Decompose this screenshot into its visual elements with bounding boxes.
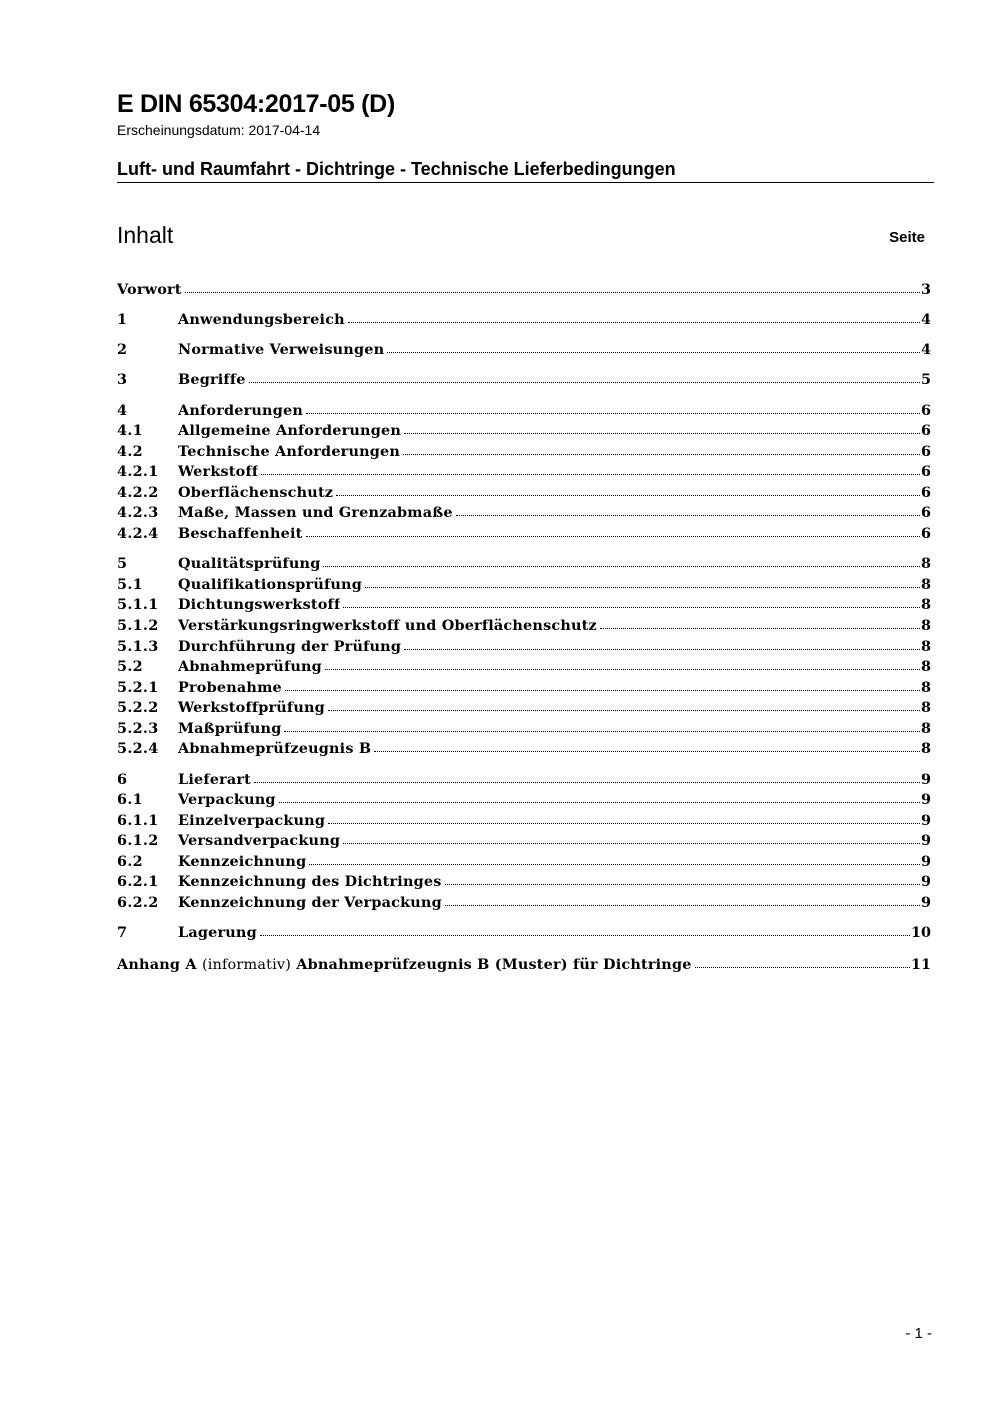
toc-entry-number: 5.2.3	[117, 720, 159, 737]
toc-entry-page: 9	[920, 771, 931, 788]
toc-entry-title: Vorwort	[117, 281, 182, 298]
toc-entry-page: 6	[920, 504, 931, 521]
toc-entry-number: 4.2.2	[117, 484, 159, 501]
toc-entry-title: Werkstoffprüfung	[178, 699, 325, 716]
toc-entry-title: Lagerung	[178, 924, 257, 941]
toc-dot-leader	[249, 370, 920, 383]
toc-entry-page: 9	[920, 873, 931, 890]
toc-dot-leader	[343, 831, 920, 844]
toc-dot-leader	[306, 524, 920, 537]
toc-entry-number: 4.2.3	[117, 504, 159, 521]
toc-entry-title: Maßprüfung	[178, 720, 282, 737]
toc-entry-number: 3	[117, 371, 128, 388]
toc-dot-leader	[254, 770, 920, 783]
toc-entry-1[interactable]	[117, 310, 931, 330]
title-divider	[117, 182, 934, 183]
toc-annex-name: Abnahmeprüfzeugnis B (Muster) für Dichtringe	[296, 956, 692, 973]
toc-entry-5-1-3[interactable]	[117, 637, 931, 657]
toc-entry-title: Anforderungen	[178, 402, 304, 419]
toc-entry-3[interactable]	[117, 370, 931, 390]
toc-dot-leader	[309, 852, 920, 865]
page-number: - 1 -	[905, 1325, 932, 1342]
toc-dot-leader	[325, 657, 920, 670]
toc-entry-5-2-4[interactable]	[117, 739, 931, 759]
toc-entry-number: 4.2.4	[117, 525, 159, 542]
publication-date: Erscheinungsdatum: 2017-04-14	[117, 122, 321, 138]
toc-entry-5-1-1[interactable]	[117, 595, 931, 615]
toc-entry-number: 5.2.4	[117, 740, 159, 757]
toc-dot-leader	[328, 811, 920, 824]
toc-entry-page: 8	[920, 638, 931, 655]
toc-entry-number: 5	[117, 555, 128, 572]
toc-entry-number: 5.2.2	[117, 699, 159, 716]
toc-entry-title: Kennzeichnung der Verpackung	[178, 894, 442, 911]
toc-entry-title: Lieferart	[178, 771, 252, 788]
toc-entry-page: 8	[920, 720, 931, 737]
toc-dot-leader	[403, 442, 920, 455]
toc-dot-leader	[348, 310, 920, 323]
toc-entry-title: Normative Verweisungen	[178, 341, 385, 358]
toc-entry-6-1[interactable]	[117, 790, 931, 810]
toc-dot-leader	[260, 923, 910, 936]
toc-dot-leader	[261, 462, 920, 475]
toc-page-column-label: Seite	[889, 229, 925, 246]
toc-entry-title: Technische Anforderungen	[178, 443, 401, 460]
toc-dot-leader	[387, 340, 920, 353]
toc-entry-page: 6	[920, 484, 931, 501]
toc-entry-title: Durchführung der Prüfung	[178, 638, 402, 655]
toc-entry-4[interactable]	[117, 401, 931, 421]
toc-entry-page: 9	[920, 832, 931, 849]
toc-entry-title: Versandverpackung	[178, 832, 341, 849]
toc-entry-title: Werkstoff	[178, 463, 259, 480]
toc-entry-title: Allgemeine Anforderungen	[178, 422, 401, 439]
toc-entry-title: Abnahmeprüfzeugnis B	[178, 740, 372, 757]
toc-entry-title: Begriffe	[178, 371, 246, 388]
toc-entry-page: 11	[910, 956, 931, 973]
toc-entry-page: 8	[920, 658, 931, 675]
toc-entry-number: 6.2.1	[117, 873, 159, 890]
toc-entry-title: Anwendungsbereich	[178, 311, 345, 328]
toc-entry-5-2-3[interactable]	[117, 719, 931, 739]
document-title: E DIN 65304:2017-05 (D)	[117, 90, 395, 118]
toc-entry-page: 8	[920, 555, 931, 572]
toc-entry-number: 6.1.2	[117, 832, 159, 849]
toc-entry-number: 6.1.1	[117, 812, 159, 829]
toc-annex-prefix: Anhang A	[117, 956, 197, 973]
toc-entry-5-2[interactable]	[117, 657, 931, 677]
toc-entry-6-2[interactable]	[117, 852, 931, 872]
toc-dot-leader	[404, 421, 920, 434]
toc-entry-4-2-1[interactable]	[117, 462, 931, 482]
toc-entry-number: 1	[117, 311, 128, 328]
toc-entry-number: 6.1	[117, 791, 143, 808]
toc-dot-leader	[600, 616, 920, 629]
toc-entry-title: Abnahmeprüfung	[178, 658, 322, 675]
toc-entry-number: 4.1	[117, 422, 143, 439]
toc-entry-title: Verstärkungsringwerkstoff und Oberflächenschutz	[178, 617, 597, 634]
toc-entry-5-1[interactable]	[117, 575, 931, 595]
toc-entry-page: 6	[920, 525, 931, 542]
toc-entry-number: 5.1.3	[117, 638, 159, 655]
toc-entry-title: Oberflächenschutz	[178, 484, 334, 501]
toc-dot-leader	[279, 790, 920, 803]
toc-entry-title: Kennzeichnung des Dichtringes	[178, 873, 442, 890]
toc-entry-page: 9	[920, 853, 931, 870]
toc-entry-title: Beschaffenheit	[178, 525, 303, 542]
toc-entry-4-2-4[interactable]	[117, 524, 931, 544]
toc-entry-page: 6	[920, 422, 931, 439]
toc-dot-leader	[185, 280, 920, 293]
toc-entry-page: 5	[920, 371, 931, 388]
toc-entry-4-2-3[interactable]	[117, 503, 931, 523]
toc-dot-leader	[284, 719, 920, 732]
toc-entry-page: 4	[920, 341, 931, 358]
toc-entry-page: 9	[920, 812, 931, 829]
toc-entry-5-2-2[interactable]	[117, 698, 931, 718]
toc-entry-5-1-2[interactable]	[117, 616, 931, 636]
toc-entry-page: 6	[920, 402, 931, 419]
toc-dot-leader	[343, 595, 920, 608]
toc-entry-title: Qualitätsprüfung	[178, 555, 321, 572]
toc-dot-leader	[336, 483, 920, 496]
toc-entry-6-1-1[interactable]	[117, 811, 931, 831]
toc-entry-title: Maße, Massen und Grenzabmaße	[178, 504, 453, 521]
toc-entry-page: 9	[920, 791, 931, 808]
toc-entry-6-1-2[interactable]	[117, 831, 931, 851]
toc-entry-number: 6.2.2	[117, 894, 159, 911]
toc-entry-title: Verpackung	[178, 791, 276, 808]
toc-entry-number: 4.2.1	[117, 463, 159, 480]
toc-dot-leader	[285, 678, 920, 691]
toc-dot-leader	[374, 739, 920, 752]
document-subtitle: Luft- und Raumfahrt - Dichtringe - Technische Lieferbedingungen	[117, 159, 676, 179]
toc-entry-number: 5.1	[117, 576, 143, 593]
toc-entry-number: 5.1.2	[117, 617, 159, 634]
toc-dot-leader	[306, 401, 920, 414]
toc-dot-leader	[323, 554, 920, 567]
toc-dot-leader	[445, 893, 920, 906]
toc-entry-4-1[interactable]	[117, 421, 931, 441]
toc-entry-page: 6	[920, 463, 931, 480]
toc-entry-page: 9	[920, 894, 931, 911]
toc-entry-annex-a[interactable]	[117, 955, 931, 975]
toc-entry-number: 7	[117, 924, 128, 941]
toc-entry-number: 5.2	[117, 658, 143, 675]
toc-entry-5-2-1[interactable]	[117, 678, 931, 698]
toc-entry-6[interactable]	[117, 770, 931, 790]
toc-entry-number: 4.2	[117, 443, 143, 460]
toc-entry-title: Qualifikationsprüfung	[178, 576, 362, 593]
toc-entry-page: 8	[920, 617, 931, 634]
toc-entry-page: 8	[920, 699, 931, 716]
toc-dot-leader	[365, 575, 920, 588]
toc-entry-title: Probenahme	[178, 679, 282, 696]
toc-entry-6-2-1[interactable]	[117, 872, 931, 892]
toc-entry-4-2-2[interactable]	[117, 483, 931, 503]
toc-dot-leader	[695, 955, 910, 968]
toc-entry-number: 2	[117, 341, 128, 358]
toc-entry-number: 5.2.1	[117, 679, 159, 696]
toc-annex-qualifier: (informativ)	[201, 957, 292, 973]
toc-entry-vorwort[interactable]	[117, 280, 931, 300]
toc-entry-number: 4	[117, 402, 128, 419]
toc-entry-page: 8	[920, 740, 931, 757]
toc-entry-page: 8	[920, 576, 931, 593]
toc-entry-7[interactable]	[117, 923, 931, 943]
toc-entry-number: 5.1.1	[117, 596, 159, 613]
toc-dot-leader	[328, 698, 920, 711]
toc-entry-page: 8	[920, 596, 931, 613]
toc-dot-leader	[404, 637, 920, 650]
toc-entry-4-2[interactable]	[117, 442, 931, 462]
toc-entry-page: 10	[910, 924, 931, 941]
toc-entry-number: 6.2	[117, 853, 143, 870]
toc-dot-leader	[456, 503, 920, 516]
toc-entry-title: Dichtungswerkstoff	[178, 596, 341, 613]
toc-heading: Inhalt	[117, 222, 174, 248]
toc-entry-2[interactable]	[117, 340, 931, 360]
toc-entry-number: 6	[117, 771, 128, 788]
toc-entry-page: 8	[920, 679, 931, 696]
toc-entry-page: 4	[920, 311, 931, 328]
toc-entry-title: Kennzeichnung	[178, 853, 307, 870]
toc-dot-leader	[445, 872, 920, 885]
toc-entry-6-2-2[interactable]	[117, 893, 931, 913]
toc-entry-5[interactable]	[117, 554, 931, 574]
toc-annex-title	[117, 955, 692, 975]
toc-entry-page: 3	[920, 281, 931, 298]
toc-entry-page: 6	[920, 443, 931, 460]
toc-entry-title: Einzelverpackung	[178, 812, 326, 829]
